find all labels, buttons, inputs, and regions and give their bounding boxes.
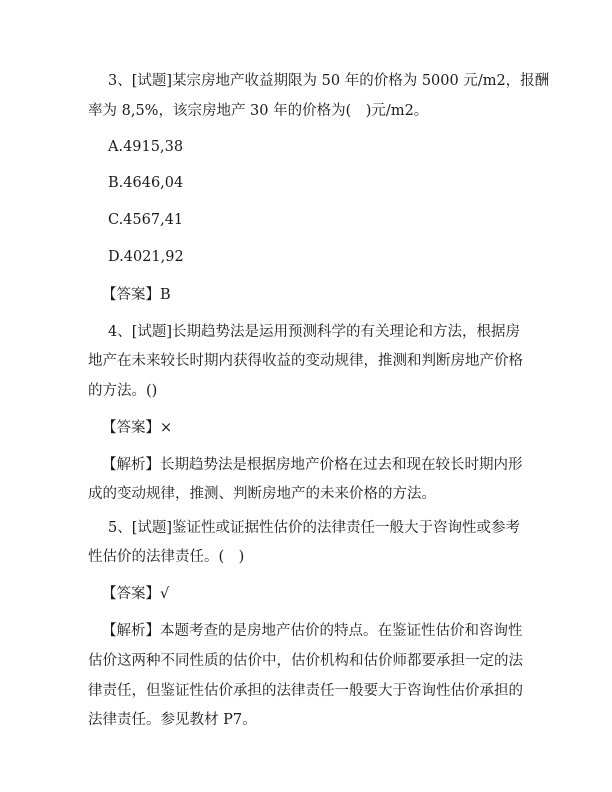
answer: 【答案】× (102, 420, 173, 436)
analysis: 估价这两种不同性质的估价中，估价机构和估价师都要承担一定的法 (88, 653, 523, 669)
analysis: 律责任，但鉴证性估价承担的法律责任一般要大于咨询性估价承担的 (88, 683, 523, 699)
option-b: B.4646,04 (108, 175, 184, 191)
analysis: 成的变动规律，推测、判断房地产的未来价格的方法。 (88, 486, 436, 502)
question-text: 地产在未来较长时期内获得收益的变动规律，推测和判断房地产价格 (88, 353, 523, 369)
question-text: 4、[试题]长期趋势法是运用预测科学的有关理论和方法，根据房 (108, 324, 521, 340)
question-text: 5、[试题]鉴证性或证据性估价的法律责任一般大于咨询性或参考 (108, 520, 521, 536)
option-c: C.4567,41 (108, 212, 184, 228)
answer: 【答案】B (102, 287, 171, 303)
question-text: 3、[试题]某宗房地产收益期限为 50 年的价格为 5000 元/m2，报酬 (108, 73, 550, 89)
analysis: 【解析】长期趋势法是根据房地产价格在过去和现在较长时期内形 (102, 457, 523, 473)
analysis: 法律责任。参见教材 P7。 (88, 712, 257, 728)
question-text: 性估价的法律责任。( ) (88, 549, 245, 565)
answer: 【答案】√ (102, 586, 170, 602)
option-a: A.4915,38 (108, 139, 184, 155)
question-text: 的方法。() (88, 383, 158, 399)
question-text: 率为 8,5%，该宗房地产 30 年的价格为( )元/m2。 (88, 103, 429, 119)
analysis: 【解析】本题考查的是房地产估价的特点。在鉴证性估价和咨询性 (102, 623, 523, 639)
option-d: D.4021,92 (108, 249, 184, 265)
